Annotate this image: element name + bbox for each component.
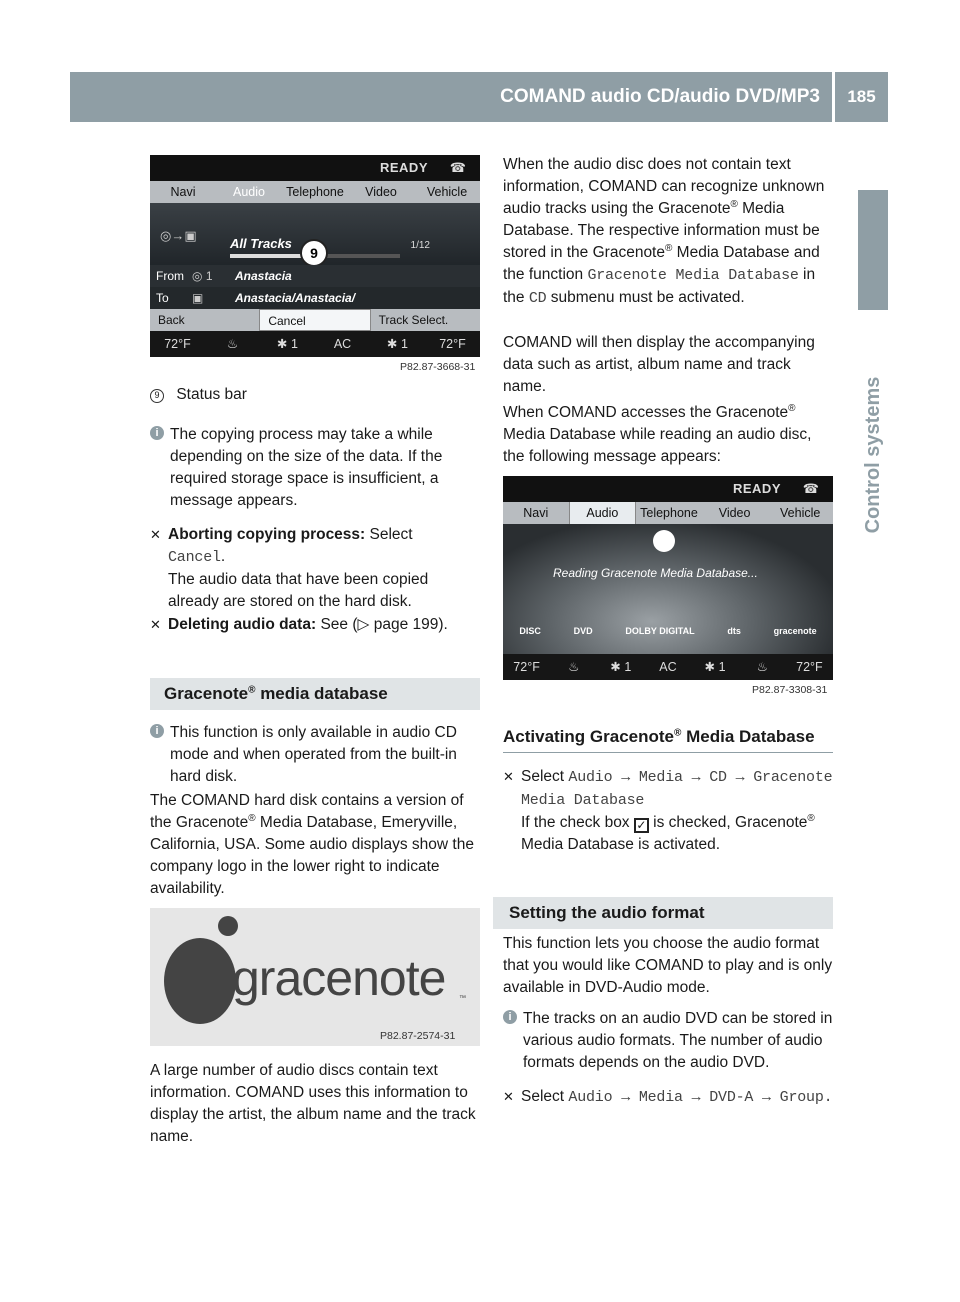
fan-right-level: 1 <box>401 337 408 351</box>
step-text: The audio data that have been copied already are stored on the hard disk. <box>168 571 429 610</box>
fan-right: ✱ 1 <box>387 337 408 351</box>
menu-navi: Navi <box>170 185 196 199</box>
status-text: READY <box>732 481 781 496</box>
activity-indicator <box>653 530 675 552</box>
menu-video: Video <box>718 506 751 520</box>
section-heading-audio-format: Setting the audio format <box>493 897 833 929</box>
track-select-button[interactable]: Track Select. <box>378 313 449 327</box>
ac-label: AC <box>333 337 352 351</box>
from-row <box>150 265 480 287</box>
gracenote-logo: gracenote <box>773 626 817 636</box>
step-abort: ✕ Aborting copying process: Select Cancel. The audio data that have been copied already are stored on the hard disk. <box>150 526 429 610</box>
info-icon: i <box>150 426 164 440</box>
logo-small-circle <box>218 916 238 936</box>
copy-progress-fill <box>230 254 301 258</box>
fan-left: ✱ 1 <box>610 660 632 674</box>
dvd-logo: DVD <box>573 626 593 636</box>
temp-left: 72°F <box>513 660 540 674</box>
dolby-logo: DOLBY DIGITAL <box>625 626 695 636</box>
menu-vehicle: Vehicle <box>780 506 821 520</box>
paragraph-text-info: A large number of audio discs contain text information. COMAND uses this information to display the artist, the album name and the track name. <box>150 1062 476 1145</box>
info-icon: i <box>503 1010 517 1024</box>
screenshot-copying <box>150 155 480 357</box>
heading-rule <box>503 752 833 753</box>
status-bar <box>150 155 480 181</box>
menu-telephone: Telephone <box>286 185 344 199</box>
screen2-caption: P82.87-3308-31 <box>752 684 828 696</box>
screen1-caption: P82.87-3668-31 <box>400 361 476 373</box>
para-part-d: in the <box>503 266 816 306</box>
select-word: Select <box>521 768 565 785</box>
para-part-c: Media Database and the function <box>503 244 820 283</box>
step-label: Deleting audio data: <box>168 616 317 633</box>
button-row <box>150 309 480 331</box>
info-note-copying <box>150 424 480 512</box>
para-part-a: The COMAND hard disk contains a version of the Gracenote <box>150 792 464 831</box>
menu-video: Video <box>365 185 397 199</box>
info-text: This function is only available in audio CD mode and when operated from the built-in hard disk. <box>170 724 457 785</box>
cancel-code: Cancel <box>168 549 221 566</box>
screenshot-reading-database <box>503 476 833 680</box>
main-menu <box>503 502 833 524</box>
select-word: Select <box>521 1088 565 1105</box>
trademark-mark: ™ <box>459 995 466 1002</box>
heading-activating: Activating Gracenote® Media Database <box>503 727 815 746</box>
seat-heat-icon: ♨ <box>568 660 580 674</box>
track-count: 1/12 <box>410 240 430 251</box>
step-activate: ✕ Select Audio → Media → CD → Gracenote Media Database If the check box ✓ is checked, Gracenote® Media Database is activated. <box>503 768 833 853</box>
section-title: Gracenote <box>164 684 249 703</box>
menu-vehicle: Vehicle <box>426 185 468 199</box>
menu-audio: Audio <box>569 502 637 524</box>
legend-marker: 9 <box>150 389 164 403</box>
legend-item <box>150 384 480 406</box>
step-text: See (▷ page 199). <box>320 616 448 633</box>
back-button[interactable]: Back <box>158 313 185 327</box>
climate-bar <box>150 331 480 357</box>
page-header <box>70 72 888 122</box>
check-text-a: If the check box <box>521 814 634 831</box>
to-label: To <box>156 291 169 305</box>
cancel-button[interactable]: Cancel <box>259 309 370 331</box>
legend-text: Status bar <box>176 386 247 403</box>
fan-left-level: 1 <box>291 337 298 351</box>
fan-left: ✱ 1 <box>277 337 298 351</box>
logo-big-circle <box>164 938 236 1024</box>
info-text: The tracks on an audio DVD can be stored in various audio formats. The number of audio formats depends on the audio DVD. <box>523 1010 833 1071</box>
step-select-group <box>503 1086 833 1109</box>
side-tab-marker <box>858 190 888 310</box>
phone-icon: ☎ <box>802 481 819 496</box>
gracenote-code: Gracenote Media Database <box>587 267 799 284</box>
disc-to-hdd-icon: ◎→▣ <box>160 228 197 243</box>
paragraph-hard-disk: The COMAND hard disk contains a version of the Gracenote® Media Database, Emeryville, California, USA. Some audio displays show the company logo in the lower right to indicate availability. <box>150 792 474 897</box>
paragraph-unknown-tracks: When the audio disc does not contain text information, COMAND can recognize unknown audio tracks using the Gracenote® Media Database. The respective information must be stored in the Gracenote® Media Database and the function Gracenote Media Database in the CD submenu must be activated. <box>503 156 825 307</box>
step-arrow-icon: ✕ <box>150 617 161 632</box>
phone-icon: ☎ <box>449 160 466 175</box>
para-part-b: Media Database, Emeryville, California, USA. Some audio displays show the company logo in the lower right to indicate availability. <box>150 814 474 897</box>
fan-right: ✱ 1 <box>704 660 726 674</box>
hdd-icon: ▣ <box>192 291 204 305</box>
step-delete <box>150 614 480 636</box>
gracenote-logo-image <box>150 908 480 1046</box>
reading-message: Reading Gracenote Media Database... <box>553 566 758 580</box>
chapter-title: COMAND audio CD/audio DVD/MP3 <box>500 86 820 107</box>
dts-logo: dts <box>727 626 741 636</box>
info-note-availability <box>150 722 480 788</box>
select-word: Select <box>369 526 413 543</box>
check-text-b: is checked, Gracenote <box>648 814 808 831</box>
paragraph-audio-format: This function lets you choose the audio format that you would like COMAND to play and is only available in DVD-Audio mode. <box>503 935 833 996</box>
gracenote-caption: P82.87-2574-31 <box>380 1030 456 1042</box>
info-icon: i <box>150 724 164 738</box>
seat-heat-icon-right: ♨ <box>756 660 768 674</box>
callout-marker: 9 <box>300 239 328 267</box>
para-part-e: submenu must be activated. <box>546 289 745 306</box>
menu-navi: Navi <box>523 506 549 520</box>
side-tab-text: Control systems <box>862 376 884 534</box>
para-part-b: Media Database. The respective information must be stored in the Gracenote <box>503 200 820 261</box>
main-menu <box>150 181 480 203</box>
fan-left-level: 1 <box>624 660 632 674</box>
para-part-a: When the audio disc does not contain text information, COMAND can recognize unknown audio tracks using the Gracenote <box>503 156 825 217</box>
menu-path-cd: Audio → Media → CD → Gracenote Media Database <box>521 769 833 809</box>
menu-audio: Audio <box>233 185 265 199</box>
section-title-rest: media database <box>255 684 388 703</box>
ac-label: AC <box>659 660 677 674</box>
to-row <box>150 287 480 309</box>
info-note-audio-formats <box>503 1008 833 1074</box>
step-arrow-icon: ✕ <box>150 527 161 542</box>
gracenote-wordmark: gracenote <box>232 950 446 1006</box>
fan-right-level: 1 <box>718 660 726 674</box>
all-tracks-label: All Tracks <box>230 236 292 251</box>
climate-bar <box>503 654 833 680</box>
info-text: The copying process may take a while depending on the size of the data. If the required storage space is insufficient, a message appears. <box>170 426 443 509</box>
section-heading-gracenote: Gracenote® media database <box>150 678 480 710</box>
page-number: 185 <box>847 87 876 106</box>
para-part-a: When COMAND accesses the Gracenote <box>503 404 789 421</box>
from-label: From <box>156 269 184 283</box>
paragraph-display: COMAND will then display the accompanying data such as artist, album name and track name. <box>503 334 815 395</box>
status-text: READY <box>379 160 428 175</box>
menu-telephone: Telephone <box>640 506 698 520</box>
disc-icon: ◎ 1 <box>192 269 213 283</box>
paragraph-message: When COMAND accesses the Gracenote® Media Database while reading an audio disc, the following message appears: <box>503 402 812 465</box>
heading-text: Activating Gracenote <box>503 727 674 746</box>
cd-code: CD <box>528 290 547 307</box>
status-bar <box>503 476 833 502</box>
temp-right: 72°F <box>439 337 466 351</box>
menu-path-dvd: Audio → Media → DVD-A → Group. <box>568 1089 833 1106</box>
from-value: Anastacia <box>235 269 292 283</box>
from-number: 1 <box>205 269 213 283</box>
step-label: Aborting copying process: <box>168 526 366 543</box>
para-part-b: Media Database while reading an audio disc, the following message appears: <box>503 426 812 465</box>
format-logos <box>503 616 833 646</box>
check-text-c: Media Database is activated. <box>521 836 721 853</box>
heading-text-rest: Media Database <box>681 727 815 746</box>
checkbox-checked-icon: ✓ <box>634 818 649 833</box>
step-arrow-icon: ✕ <box>503 1089 514 1104</box>
disc-logo: DISC <box>519 626 541 636</box>
step-arrow-icon: ✕ <box>503 769 514 784</box>
temp-left: 72°F <box>164 337 191 351</box>
seat-heat-icon: ♨ <box>226 337 239 351</box>
temp-right: 72°F <box>796 660 823 674</box>
copy-progress-area <box>150 203 480 273</box>
to-value: Anastacia/Anastacia/ <box>235 291 356 305</box>
